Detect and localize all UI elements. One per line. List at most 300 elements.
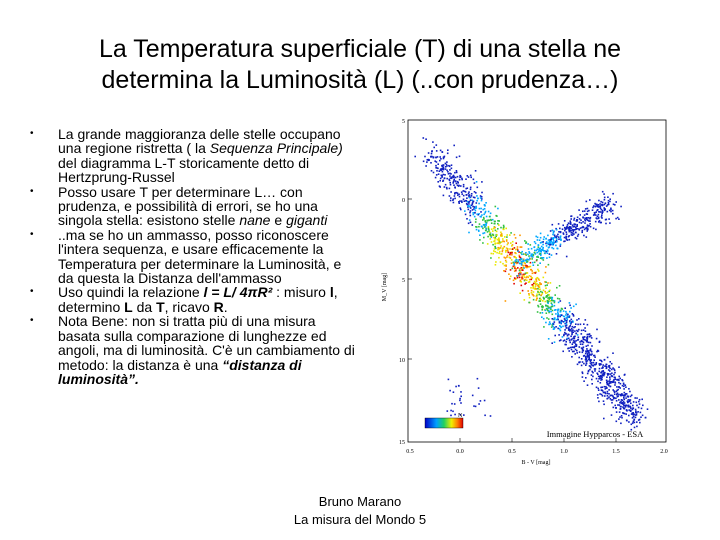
star-point xyxy=(512,241,514,243)
star-point xyxy=(592,376,594,378)
star-point xyxy=(619,404,621,406)
star-point xyxy=(537,256,539,258)
star-point xyxy=(592,372,594,374)
star-point xyxy=(445,163,447,165)
star-point xyxy=(537,239,539,241)
star-point xyxy=(454,403,456,405)
star-point xyxy=(441,175,443,177)
star-point xyxy=(628,409,630,411)
star-point xyxy=(587,324,589,326)
star-point xyxy=(489,232,491,234)
star-point xyxy=(554,335,556,337)
star-point xyxy=(519,255,521,257)
star-point xyxy=(569,342,571,344)
star-point xyxy=(509,257,511,259)
star-point xyxy=(492,230,494,232)
star-point xyxy=(597,394,599,396)
star-point xyxy=(514,263,516,265)
star-point xyxy=(451,164,453,166)
star-point xyxy=(553,300,555,302)
star-point xyxy=(437,168,439,170)
star-point xyxy=(535,283,537,285)
star-point xyxy=(599,359,601,361)
star-point xyxy=(536,297,538,299)
star-point xyxy=(585,319,587,321)
star-point xyxy=(618,394,620,396)
star-point xyxy=(578,339,580,341)
star-point xyxy=(586,337,588,339)
bullet-cluster: • ..ma se ho un ammasso, posso riconoscere l'intera sequenza, e usare efficacemente la Temperatura per determinare la Luminosità, e da questa la Distanza dell'ammasso xyxy=(30,228,360,286)
star-point xyxy=(591,379,593,381)
star-point xyxy=(433,157,435,159)
star-point xyxy=(584,210,586,212)
star-point xyxy=(571,232,573,234)
star-point xyxy=(586,201,588,203)
star-point xyxy=(560,237,562,239)
star-point xyxy=(507,242,509,244)
star-point xyxy=(575,228,577,230)
star-point xyxy=(613,398,615,400)
star-point xyxy=(603,207,605,209)
star-point xyxy=(455,181,457,183)
star-point xyxy=(618,418,620,420)
star-point xyxy=(498,224,500,226)
star-point xyxy=(623,403,625,405)
star-point xyxy=(630,406,632,408)
star-point xyxy=(491,241,493,243)
star-point xyxy=(586,345,588,347)
star-point xyxy=(564,240,566,242)
y-tick: 15 xyxy=(399,440,405,446)
star-point xyxy=(584,219,586,221)
star-point xyxy=(479,234,481,236)
star-point xyxy=(624,399,626,401)
star-point xyxy=(537,291,539,293)
star-point xyxy=(449,182,451,184)
star-point xyxy=(566,327,568,329)
star-point xyxy=(570,218,572,220)
star-point xyxy=(572,338,574,340)
star-point xyxy=(634,422,636,424)
star-point xyxy=(545,287,547,289)
hr-diagram xyxy=(370,112,675,472)
star-point xyxy=(572,232,574,234)
star-point xyxy=(458,202,460,204)
star-point xyxy=(453,391,455,393)
star-point xyxy=(542,241,544,243)
star-point xyxy=(551,247,553,249)
star-point xyxy=(548,239,550,241)
star-point xyxy=(578,337,580,339)
star-point xyxy=(623,397,625,399)
star-point xyxy=(550,282,552,284)
star-point xyxy=(479,239,481,241)
star-point xyxy=(530,254,532,256)
star-point xyxy=(446,161,448,163)
star-point xyxy=(604,199,606,201)
star-point xyxy=(596,338,598,340)
star-point xyxy=(618,386,620,388)
star-point xyxy=(586,219,588,221)
star-point xyxy=(533,283,535,285)
star-point xyxy=(582,217,584,219)
star-point xyxy=(564,321,566,323)
star-point xyxy=(587,345,589,347)
star-point xyxy=(563,334,565,336)
star-point xyxy=(593,214,595,216)
star-point xyxy=(602,191,604,193)
star-point xyxy=(514,260,516,262)
star-point xyxy=(599,211,601,213)
star-point xyxy=(515,242,517,244)
star-point xyxy=(564,220,566,222)
star-point xyxy=(539,248,541,250)
star-point xyxy=(636,402,638,404)
star-point xyxy=(546,317,548,319)
star-point xyxy=(501,233,503,235)
star-point xyxy=(439,156,441,158)
x-tick: 2.0 xyxy=(660,449,668,455)
star-point xyxy=(591,362,593,364)
star-point xyxy=(447,153,449,155)
star-point xyxy=(506,236,508,238)
star-point xyxy=(609,376,611,378)
star-point xyxy=(472,206,474,208)
star-point xyxy=(479,208,481,210)
star-point xyxy=(552,318,554,320)
star-point xyxy=(528,248,530,250)
star-point xyxy=(560,326,562,328)
star-point xyxy=(458,385,460,387)
star-point xyxy=(454,187,456,189)
star-point xyxy=(489,216,491,218)
star-point xyxy=(559,228,561,230)
star-point xyxy=(593,362,595,364)
star-point xyxy=(453,180,455,182)
star-point xyxy=(484,415,486,417)
star-point xyxy=(459,156,461,158)
star-point xyxy=(478,403,480,405)
star-point xyxy=(640,412,642,414)
star-point xyxy=(570,223,572,225)
star-point xyxy=(531,258,533,260)
bullet-relation: • Uso quindi la relazione l = L/ 4πR² : misuro l, determino L da T, ricavo R. xyxy=(30,285,360,314)
star-point xyxy=(517,277,519,279)
star-point xyxy=(578,234,580,236)
star-point xyxy=(569,305,571,307)
star-point xyxy=(472,395,474,397)
star-point xyxy=(446,178,448,180)
star-point xyxy=(476,207,478,209)
star-point xyxy=(461,193,463,195)
title-line-1: La Temperatura superficiale (T) di una stella ne xyxy=(98,35,622,63)
star-point xyxy=(647,408,649,410)
star-point xyxy=(546,305,548,307)
star-point xyxy=(572,343,574,345)
star-point xyxy=(616,421,618,423)
star-point xyxy=(618,376,620,378)
star-point xyxy=(487,231,489,233)
star-point xyxy=(490,415,492,417)
star-point xyxy=(635,409,637,411)
star-point xyxy=(564,307,566,309)
star-point xyxy=(472,224,474,226)
star-point xyxy=(543,318,545,320)
star-point xyxy=(466,194,468,196)
star-point xyxy=(549,290,551,292)
star-point xyxy=(437,156,439,158)
star-point xyxy=(585,330,587,332)
star-point xyxy=(598,350,600,352)
star-point xyxy=(470,187,472,189)
star-point xyxy=(547,250,549,252)
star-point xyxy=(557,248,559,250)
y-tick: 10 xyxy=(399,358,405,364)
star-point xyxy=(598,401,600,403)
star-point xyxy=(474,216,476,218)
star-point xyxy=(583,329,585,331)
star-point xyxy=(597,374,599,376)
star-point xyxy=(596,351,598,353)
star-point xyxy=(585,364,587,366)
star-point xyxy=(554,234,556,236)
star-point xyxy=(542,300,544,302)
star-point xyxy=(519,263,521,265)
title-line-2: determina la Luminosità (L) (..con prudenza…) xyxy=(101,66,619,94)
star-point xyxy=(547,235,549,237)
star-point xyxy=(591,337,593,339)
star-point xyxy=(504,236,506,238)
author-name: Bruno Marano xyxy=(318,494,402,509)
star-point xyxy=(590,342,592,344)
star-point xyxy=(533,291,535,293)
star-point xyxy=(621,403,623,405)
star-point xyxy=(544,250,546,252)
star-point xyxy=(607,383,609,385)
star-point xyxy=(566,256,568,258)
star-point xyxy=(573,231,575,233)
star-point xyxy=(498,238,500,240)
star-point xyxy=(577,235,579,237)
star-point xyxy=(552,244,554,246)
star-point xyxy=(451,168,453,170)
star-point xyxy=(545,243,547,245)
star-point xyxy=(592,209,594,211)
star-point xyxy=(579,218,581,220)
star-point xyxy=(540,300,542,302)
star-point xyxy=(481,226,483,228)
star-point xyxy=(490,257,492,259)
star-point xyxy=(551,304,553,306)
star-point xyxy=(573,219,575,221)
star-point xyxy=(594,212,596,214)
star-point xyxy=(578,318,580,320)
star-point xyxy=(591,345,593,347)
star-point xyxy=(482,228,484,230)
star-point xyxy=(543,236,545,238)
star-point xyxy=(476,200,478,202)
star-point xyxy=(614,405,616,407)
star-point xyxy=(539,239,541,241)
star-point xyxy=(633,416,635,418)
star-point xyxy=(543,277,545,279)
star-point xyxy=(539,262,541,264)
star-point xyxy=(558,223,560,225)
star-point xyxy=(472,202,474,204)
star-point xyxy=(494,238,496,240)
star-point xyxy=(576,319,578,321)
star-point xyxy=(512,268,514,270)
star-point xyxy=(636,414,638,416)
star-point xyxy=(492,219,494,221)
star-point xyxy=(525,254,527,256)
star-point xyxy=(607,374,609,376)
star-point xyxy=(458,185,460,187)
star-point xyxy=(573,331,575,333)
star-point xyxy=(459,176,461,178)
star-point xyxy=(565,314,567,316)
star-point xyxy=(503,229,505,231)
bullet-list xyxy=(30,127,360,386)
star-point xyxy=(491,228,493,230)
star-point xyxy=(481,181,483,183)
star-point xyxy=(482,233,484,235)
star-point xyxy=(555,237,557,239)
star-point xyxy=(586,236,588,238)
star-point xyxy=(595,214,597,216)
star-point xyxy=(604,204,606,206)
star-point xyxy=(552,238,554,240)
star-point xyxy=(425,138,427,140)
star-point xyxy=(535,236,537,238)
star-point xyxy=(575,333,577,335)
star-point xyxy=(426,161,428,163)
star-point xyxy=(502,240,504,242)
star-point xyxy=(603,400,605,402)
star-point xyxy=(642,415,644,417)
star-point xyxy=(552,314,554,316)
star-point xyxy=(532,294,534,296)
star-point xyxy=(525,273,527,275)
star-point xyxy=(588,351,590,353)
star-point xyxy=(500,227,502,229)
star-point xyxy=(606,381,608,383)
star-point xyxy=(548,318,550,320)
star-point xyxy=(624,374,626,376)
star-point xyxy=(449,169,451,171)
star-point xyxy=(629,391,631,393)
star-point xyxy=(470,207,472,209)
star-point xyxy=(617,393,619,395)
star-point xyxy=(605,219,607,221)
star-point xyxy=(441,176,443,178)
star-point xyxy=(477,378,479,380)
star-point xyxy=(609,222,611,224)
star-point xyxy=(635,417,637,419)
star-point xyxy=(606,205,608,207)
star-point xyxy=(449,175,451,177)
star-point xyxy=(599,220,601,222)
star-point xyxy=(602,210,604,212)
star-point xyxy=(560,300,562,302)
star-point xyxy=(620,406,622,408)
star-point xyxy=(469,212,471,214)
star-point xyxy=(522,276,524,278)
star-point xyxy=(545,281,547,283)
star-point xyxy=(485,202,487,204)
star-point xyxy=(564,329,566,331)
star-point xyxy=(517,246,519,248)
star-point xyxy=(475,170,477,172)
star-point xyxy=(566,317,568,319)
star-point xyxy=(641,399,643,401)
star-point xyxy=(494,227,496,229)
star-point xyxy=(500,245,502,247)
star-point xyxy=(569,326,571,328)
star-point xyxy=(499,251,501,253)
star-point xyxy=(509,248,511,250)
x-tick: 1.5 xyxy=(612,449,620,455)
star-point xyxy=(564,318,566,320)
star-point xyxy=(491,253,493,255)
star-point xyxy=(602,386,604,388)
star-point xyxy=(589,223,591,225)
star-point xyxy=(488,226,490,228)
star-point xyxy=(449,180,451,182)
star-point xyxy=(585,208,587,210)
star-point xyxy=(524,283,526,285)
star-point xyxy=(483,218,485,220)
star-point xyxy=(453,145,455,147)
star-point xyxy=(583,338,585,340)
star-point xyxy=(483,237,485,239)
star-point xyxy=(570,322,572,324)
star-point xyxy=(530,276,532,278)
star-point xyxy=(550,230,552,232)
star-point xyxy=(574,336,576,338)
star-point xyxy=(453,198,455,200)
star-point xyxy=(534,252,536,254)
star-point xyxy=(636,405,638,407)
star-point xyxy=(456,183,458,185)
star-point xyxy=(596,378,598,380)
star-point xyxy=(571,349,573,351)
star-point xyxy=(605,223,607,225)
star-point xyxy=(567,239,569,241)
star-point xyxy=(621,415,623,417)
star-point xyxy=(589,199,591,201)
star-point xyxy=(585,360,587,362)
star-point xyxy=(564,230,566,232)
star-point xyxy=(631,413,633,415)
star-point xyxy=(569,316,571,318)
star-point xyxy=(593,365,595,367)
star-point xyxy=(612,395,614,397)
star-point xyxy=(514,252,516,254)
star-point xyxy=(460,185,462,187)
star-point xyxy=(613,374,615,376)
star-point xyxy=(608,200,610,202)
star-point xyxy=(436,150,438,152)
star-point xyxy=(620,408,622,410)
star-point xyxy=(547,303,549,305)
star-point xyxy=(610,395,612,397)
star-point xyxy=(553,240,555,242)
star-point xyxy=(532,273,534,275)
star-point xyxy=(609,380,611,382)
star-point xyxy=(424,156,426,158)
star-point xyxy=(598,204,600,206)
